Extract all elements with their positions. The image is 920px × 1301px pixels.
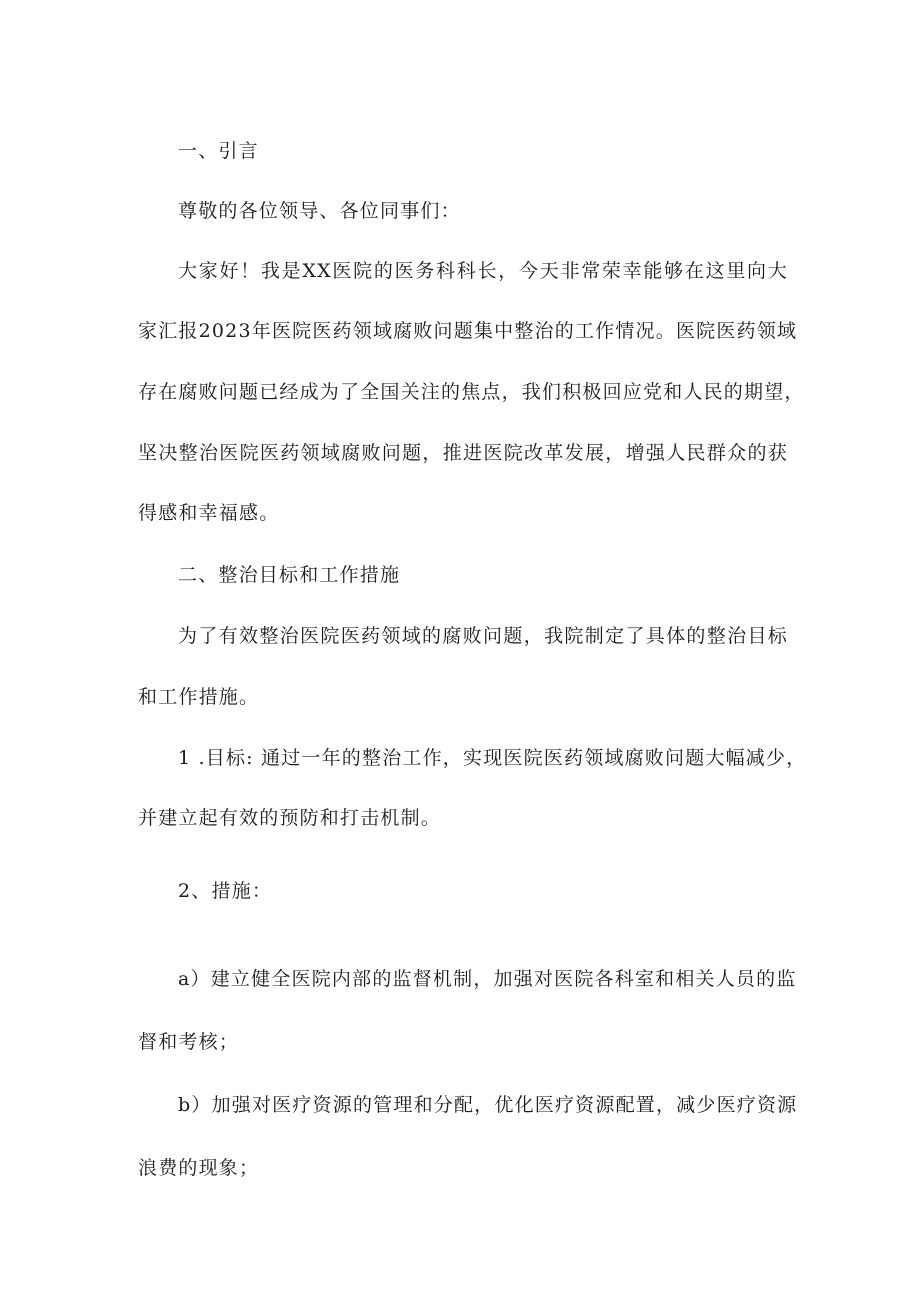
measures-heading: 2、措施： bbox=[178, 880, 273, 902]
measure-a-line-1: a）建立健全医院内部的监督机制，加强对医院各科室和相关人员的监 bbox=[178, 968, 797, 990]
goal-line-2: 并建立起有效的预防和打击机制。 bbox=[138, 807, 442, 829]
section2-line-1: 为了有效整治医院医药领域的腐败问题，我院制定了具体的整治目标 bbox=[178, 625, 788, 647]
intro-line-4: 坚决整治医院医药领域腐败问题，推进医院改革发展，增强人民群众的获 bbox=[138, 442, 788, 464]
measure-a-line-2: 督和考核； bbox=[138, 1031, 240, 1053]
intro-line-2: 家汇报2023年医院医药领域腐败问题集中整治的工作情况。医院医药领域 bbox=[138, 320, 798, 342]
intro-line-1: 大家好！我是XX医院的医务科科长，今天非常荣幸能够在这里向大 bbox=[178, 260, 788, 282]
measure-b-line-2: 浪费的现象； bbox=[138, 1157, 260, 1179]
intro-line-5: 得感和幸福感。 bbox=[138, 502, 280, 524]
section1-heading: 一、引言 bbox=[178, 140, 259, 162]
measure-b-line-1: b）加强对医疗资源的管理和分配，优化医疗资源配置，减少医疗资源 bbox=[178, 1094, 798, 1116]
goal-line-1: 1 .目标: 通过一年的整治工作，实现医院医药领域腐败问题大幅减少， bbox=[178, 747, 807, 769]
intro-line-3: 存在腐败问题已经成为了全国关注的焦点，我们积极回应党和人民的期望， bbox=[138, 381, 805, 403]
section2-heading: 二、整治目标和工作措施 bbox=[178, 564, 401, 586]
section2-line-2: 和工作措施。 bbox=[138, 686, 260, 708]
greeting: 尊敬的各位领导、各位同事们： bbox=[178, 200, 461, 222]
